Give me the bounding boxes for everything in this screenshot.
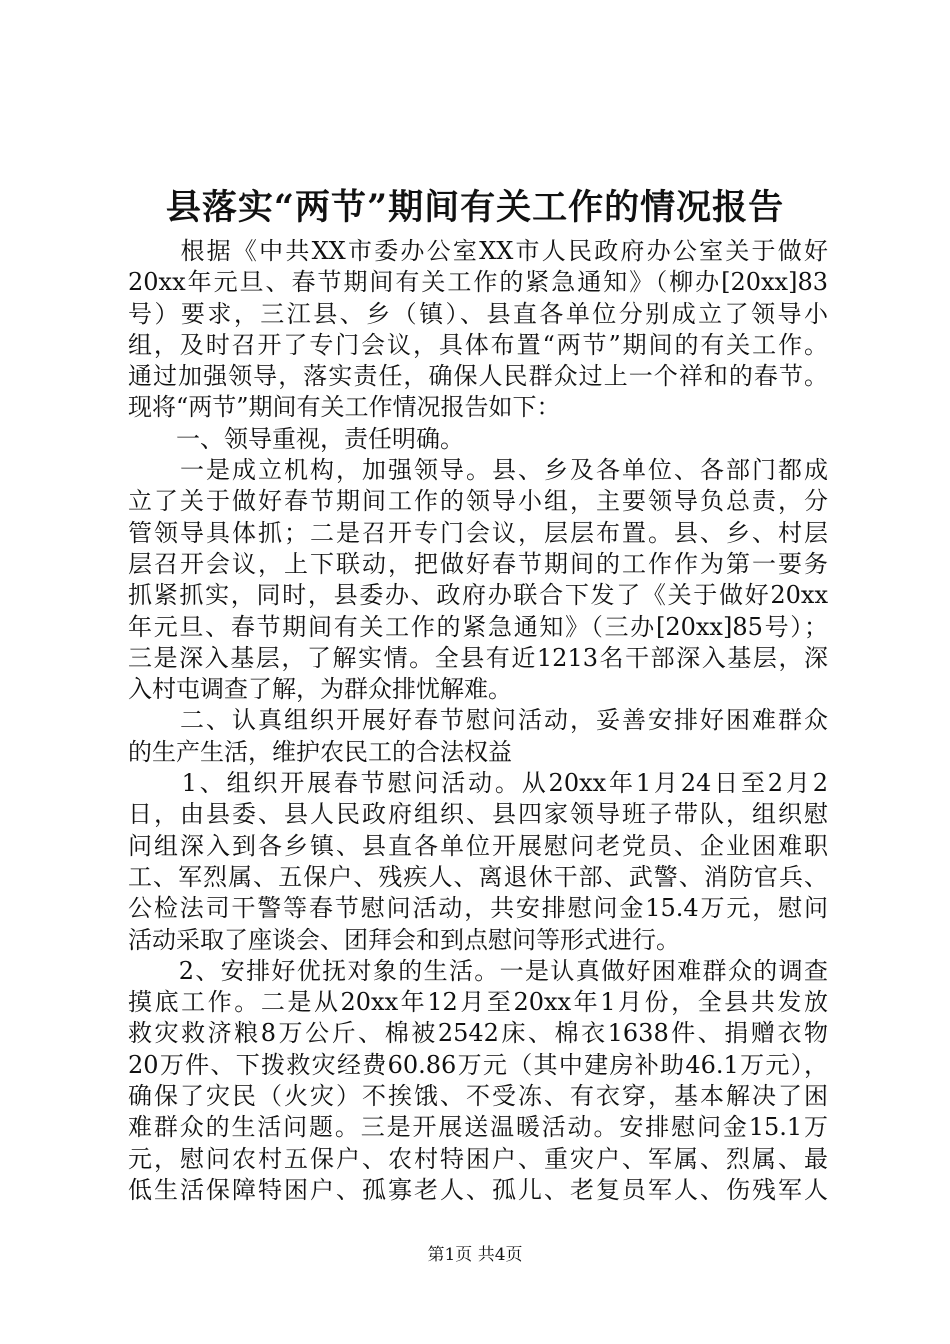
body-line: 层召开会议，上下联动，把做好春节期间的工作作为第一要务: [128, 549, 828, 578]
body-line: 日，由县委、县人民政府组织、县四家领导班子带队，组织慰: [128, 800, 828, 829]
body-line: 救灾救济粮8万公斤、棉被2542床、棉衣1638件、捐赠衣物: [128, 1019, 828, 1048]
body-line: 工、军烈属、五保户、残疾人、离退休干部、武警、消防官兵、: [128, 862, 828, 891]
body-line: 难群众的生活问题。三是开展送温暖活动。安排慰问金15.1万: [128, 1113, 828, 1142]
body-line: 立了关于做好春节期间工作的领导小组，主要领导负总责，分: [128, 487, 828, 516]
body-line: 20万件、下拨救灾经费60.86万元（其中建房补助46.1万元），: [128, 1050, 828, 1079]
body-line: 2、安排好优抚对象的生活。一是认真做好困难群众的调查: [128, 956, 828, 985]
body-line: 摸底工作。二是从20xx年12月至20xx年1月份，全县共发放: [128, 988, 828, 1017]
page-footer: 第1页 共4页: [427, 1245, 523, 1265]
body-line: 抓紧抓实，同时，县委办、政府办联合下发了《关于做好20xx: [128, 581, 828, 610]
body-line: 公检法司干警等春节慰问活动，共安排慰问金15.4万元，慰问: [128, 894, 828, 923]
section-heading: 二、认真组织开展好春节慰问活动，妥善安排好困难群众: [128, 706, 828, 735]
body-line: 问组深入到各乡镇、县直各单位开展慰问老党员、企业困难职: [128, 831, 828, 860]
body-line: 根据《中共XX市委办公室XX市人民政府办公室关于做好: [128, 237, 828, 265]
body-line: 确保了灾民（火灾）不挨饿、不受冻、有衣穿，基本解决了困: [128, 1082, 828, 1111]
body-line: 通过加强领导，落实责任，确保人民群众过上一个祥和的春节。: [128, 362, 828, 391]
section-heading: 的生产生活，维护农民工的合法权益: [128, 737, 512, 766]
body-line: 号）要求，三江县、乡（镇）、县直各单位分别成立了领导小: [128, 299, 828, 328]
body-line: 组，及时召开了专门会议，具体布置“两节”期间的有关工作。: [128, 330, 828, 359]
body-line: 三是深入基层，了解实情。全县有近1213名干部深入基层，深: [128, 643, 828, 672]
body-line: 一是成立机构，加强领导。县、乡及各单位、各部门都成: [128, 456, 828, 485]
body-line: 入村屯调查了解，为群众排忧解难。: [128, 675, 512, 704]
body-line: 20xx年元旦、春节期间有关工作的紧急通知》（柳办[20xx]83: [128, 268, 828, 297]
body-line: 年元旦、春节期间有关工作的紧急通知》（三办[20xx]85号）；: [128, 612, 828, 641]
body-line: 管领导具体抓；二是召开专门会议，层层布置。县、乡、村层: [128, 518, 828, 547]
document-title: 县落实“两节”期间有关工作的情况报告: [165, 187, 785, 228]
body-line: 活动采取了座谈会、团拜会和到点慰问等形式进行。: [128, 925, 680, 954]
body-line: 元，慰问农村五保户、农村特困户、重灾户、军属、烈属、最: [128, 1144, 828, 1173]
body-line: 现将“两节”期间有关工作情况报告如下：: [128, 393, 561, 422]
document-body: [128, 236, 828, 1206]
section-heading: 一、领导重视，责任明确。: [128, 424, 464, 453]
body-line: 1、组织开展春节慰问活动。从20xx年1月24日至2月2: [128, 769, 828, 798]
body-line: 低生活保障特困户、孤寡老人、孤儿、老复员军人、伤残军人: [128, 1175, 828, 1204]
